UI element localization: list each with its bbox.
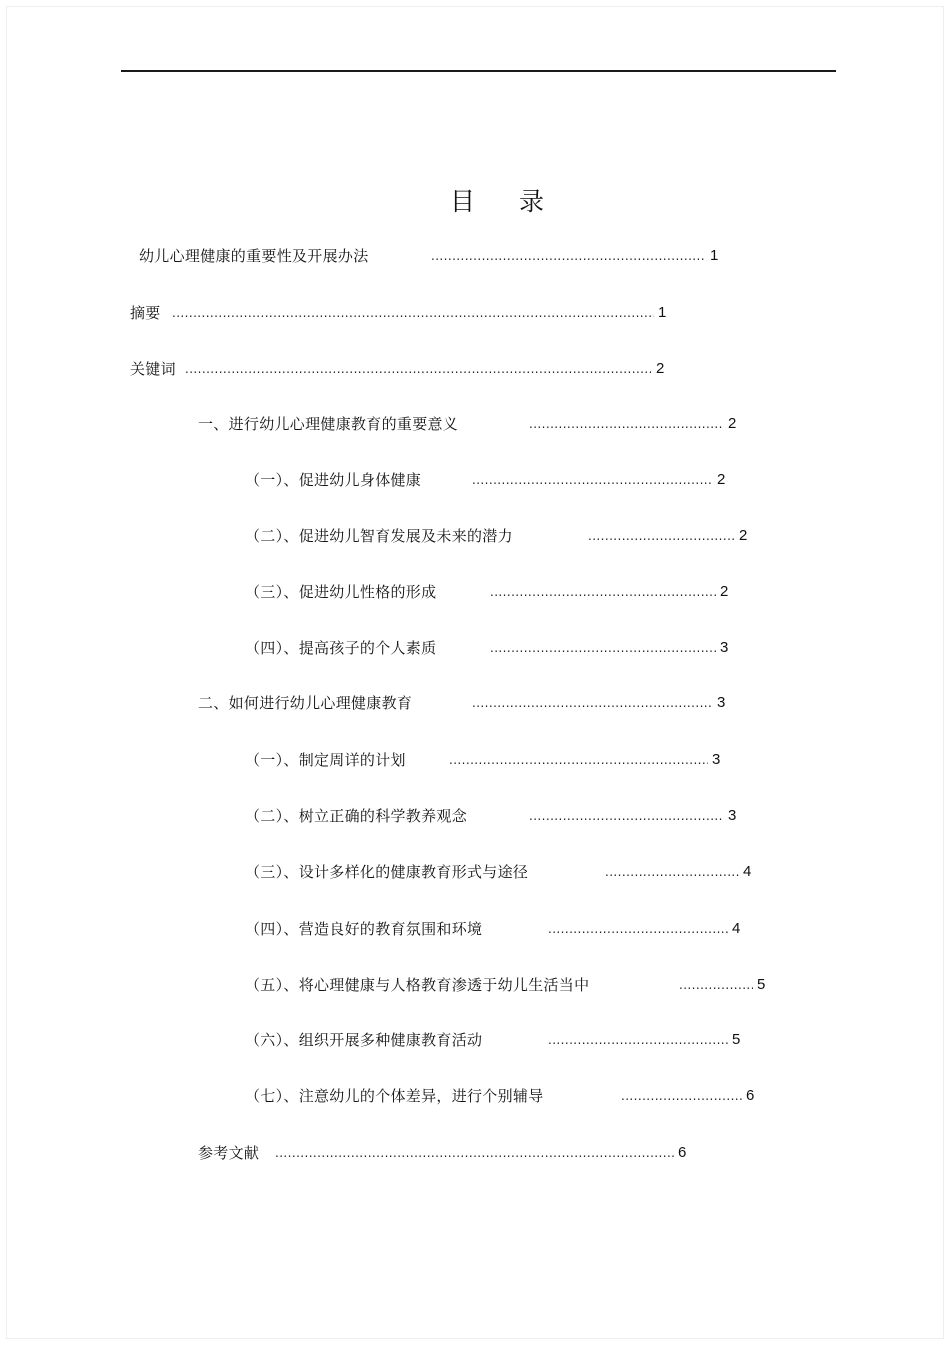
toc-entry-label: 二、如何进行幼儿心理健康教育 bbox=[198, 694, 413, 712]
toc-dot-leader bbox=[172, 302, 654, 324]
toc-dot-leader bbox=[529, 805, 723, 827]
toc-entry[interactable] bbox=[130, 302, 680, 324]
toc-entry[interactable] bbox=[245, 637, 745, 659]
toc-entry-label: 参考文献 bbox=[198, 1144, 260, 1162]
toc-entry[interactable] bbox=[245, 861, 765, 883]
toc-dot-leader bbox=[449, 749, 708, 771]
toc-entry-label: （三）、促进幼儿性格的形成 bbox=[245, 583, 437, 601]
toc-entry-label: （三）、设计多样化的健康教育形式与途径 bbox=[245, 863, 529, 881]
header-rule bbox=[121, 70, 836, 72]
toc-dot-leader bbox=[490, 581, 716, 603]
toc-entry[interactable] bbox=[245, 749, 745, 771]
toc-dot-leader bbox=[490, 637, 716, 659]
toc-entry-label: 摘要 bbox=[130, 304, 161, 322]
toc-dot-leader bbox=[529, 413, 723, 435]
toc-entry[interactable] bbox=[245, 805, 755, 827]
toc-entry[interactable] bbox=[198, 692, 738, 714]
toc-dot-leader bbox=[185, 358, 651, 380]
toc-page-number: 2 bbox=[720, 583, 729, 600]
toc-page-number: 2 bbox=[728, 415, 737, 432]
toc-page-number: 2 bbox=[656, 360, 665, 377]
toc-dot-leader bbox=[621, 1085, 742, 1107]
toc-page-number: 3 bbox=[728, 807, 737, 824]
toc-entry[interactable] bbox=[245, 918, 755, 940]
toc-page-number: 3 bbox=[720, 639, 729, 656]
toc-entry-label: （五）、将心理健康与人格教育渗透于幼儿生活当中 bbox=[245, 976, 590, 994]
toc-page-number: 3 bbox=[717, 694, 726, 711]
toc-entry[interactable] bbox=[245, 525, 765, 547]
toc-page-number: 6 bbox=[746, 1087, 755, 1104]
toc-entry-label: 关键词 bbox=[130, 360, 176, 378]
toc-page-number: 5 bbox=[732, 1031, 741, 1048]
toc-dot-leader bbox=[472, 469, 712, 491]
toc-entry-label: （六）、组织开展多种健康教育活动 bbox=[245, 1031, 483, 1049]
toc-dot-leader bbox=[431, 245, 704, 267]
toc-dot-leader bbox=[472, 692, 712, 714]
toc-entry-label: （一）、促进幼儿身体健康 bbox=[245, 471, 422, 489]
toc-entry-label: （四）、营造良好的教育氛围和环境 bbox=[245, 920, 483, 938]
toc-page-number: 2 bbox=[739, 527, 748, 544]
toc-dot-leader bbox=[588, 525, 735, 547]
toc-dot-leader bbox=[548, 1029, 728, 1051]
toc-dot-leader bbox=[548, 918, 728, 940]
toc-entry[interactable] bbox=[198, 1142, 698, 1164]
toc-entry-label: 幼儿心理健康的重要性及开展办法 bbox=[139, 247, 369, 265]
toc-title: 目 录 bbox=[450, 187, 562, 216]
toc-page-number: 5 bbox=[757, 976, 766, 993]
toc-entry[interactable] bbox=[245, 469, 745, 491]
toc-dot-leader bbox=[275, 1142, 674, 1164]
toc-entry-label: （七）、注意幼儿的个体差异，进行个别辅导 bbox=[245, 1087, 544, 1105]
toc-entry-label: （二）、促进幼儿智育发展及未来的潜力 bbox=[245, 527, 513, 545]
toc-entry-label: （一）、制定周详的计划 bbox=[245, 751, 406, 769]
toc-page-number: 3 bbox=[712, 751, 721, 768]
toc-dot-leader bbox=[605, 861, 739, 883]
toc-entry[interactable] bbox=[198, 413, 758, 435]
toc-entry[interactable] bbox=[245, 1029, 755, 1051]
toc-entry[interactable] bbox=[245, 581, 745, 603]
toc-page-number: 1 bbox=[658, 304, 667, 321]
toc-page-number: 4 bbox=[732, 920, 741, 937]
toc-entry-label: （二）、树立正确的科学教养观念 bbox=[245, 807, 468, 825]
toc-entry-label: （四）、提高孩子的个人素质 bbox=[245, 639, 437, 657]
toc-entry-label: 一、进行幼儿心理健康教育的重要意义 bbox=[198, 415, 459, 433]
toc-entry[interactable] bbox=[245, 1085, 765, 1107]
toc-entry[interactable] bbox=[130, 358, 680, 380]
toc-dot-leader bbox=[679, 974, 753, 996]
toc-entry[interactable] bbox=[139, 245, 729, 267]
toc-entry[interactable] bbox=[245, 974, 775, 996]
toc-page-number: 6 bbox=[678, 1144, 687, 1161]
toc-page-number: 4 bbox=[743, 863, 752, 880]
toc-page-number: 2 bbox=[717, 471, 726, 488]
toc-page-number: 1 bbox=[710, 247, 719, 264]
